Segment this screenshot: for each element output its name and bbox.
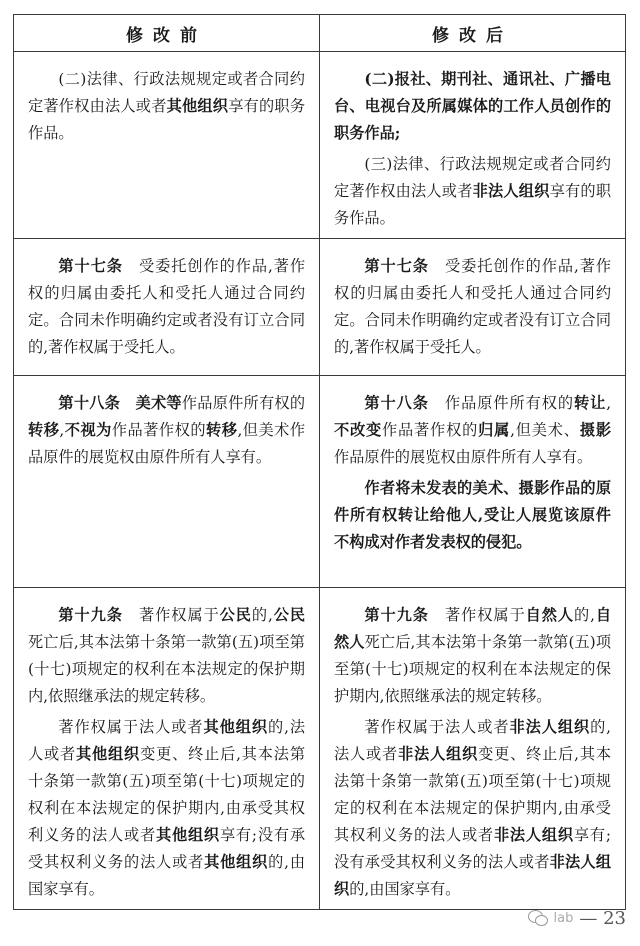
plain-text: (三)法律、行政法规规定或者合同约定著作权由法人或者 [334,155,611,200]
cell-after [320,588,626,910]
cell-before [14,588,320,910]
cell-paragraph [28,602,305,710]
bold-text: 第十七条 [58,257,123,275]
header-after: 修改后 [320,15,626,52]
plain-text: 作品著作权的 [382,421,479,439]
bold-text: 作者将未发表的美术、摄影作品的原件所有权转让给他人,受让人展览该原件不构成对作者发表权的侵犯。 [334,479,611,551]
table-row [14,239,626,376]
header-row [14,15,626,52]
cell-paragraph [28,714,305,903]
bold-text: 其他组织 [155,826,220,844]
bold-text: 其他组织 [76,745,141,763]
plain-text [120,394,135,412]
cell-paragraph [334,390,611,471]
cell-after [320,239,626,376]
plain-text: 的,法人或者 [28,718,306,763]
cell-paragraph [334,151,611,232]
cell-paragraph [28,66,305,147]
plain-text: 享有;没有承受其权利义务的法人或者 [28,826,306,871]
plain-text: 作品著作权的 [111,421,207,439]
comparison-table [13,14,626,910]
bold-text: (二)报社、期刊社、通讯社、广播电台、电视台及所属媒体的工作人员创作的职务作品; [334,70,611,142]
plain-text: ,但美术、 [510,421,580,439]
bold-text: 公民 [219,606,252,624]
plain-text: 作品原件的展览权由原件所有人享有。 [334,448,593,466]
plain-text: , [59,421,65,439]
cell-paragraph [28,390,305,471]
cell-paragraph [334,602,611,710]
plain-text: 的,法人或者 [334,718,612,763]
plain-text: 作品原件所有权的 [181,394,306,412]
plain-text: 著作权属于 [428,606,526,624]
bold-text: 其他组织 [166,97,229,115]
plain-text: (二)法律、行政法规规定或者合同约定著作权由法人或者 [28,70,305,115]
plain-text: 的, [573,606,595,624]
plain-text: 著作权属于 [122,606,220,624]
cell-paragraph [28,253,305,361]
bold-text: 非法人组织 [493,826,574,844]
bold-text: 非法人组织 [509,718,591,736]
bold-text: 转移 [28,421,60,439]
bold-text: 第十九条 [58,606,123,624]
plain-text: 的,由国家享有。 [349,880,461,898]
table-row [14,588,626,910]
bold-text: 归属 [478,421,511,439]
bold-text: 其他组织 [204,853,269,871]
bold-text: 自然人 [334,606,612,651]
table-row [14,52,626,239]
bold-text: 非法人组织 [472,182,550,200]
bold-text: 公民 [272,606,306,624]
plain-text: 作品原件所有权的 [428,394,574,412]
plain-text: 受委托创作的作品,著作权的归属由委托人和受托人通过合同约定。合同未作明确约定或者没有订立合同的,著作权属于受托人。 [334,257,612,356]
plain-text: 著作权属于法人或者 [58,718,204,736]
cell-before [14,376,320,588]
plain-text: 的,由国家享有。 [28,853,306,898]
plain-text: 死亡后,其本法第十条第一款第(五)项至第(十七)项规定的权利在本法规定的保护期内,依照继承法的规定转移。 [28,633,305,705]
bold-text: 第十九条 [364,606,429,624]
bold-text: 不视为 [64,421,112,439]
bold-text: 非法人组织 [398,745,479,763]
plain-text: 受委托创作的作品,著作权的归属由委托人和受托人通过合同约定。合同未作明确约定或者没有订立合同的,著作权属于受托人。 [28,257,306,356]
bold-text: 第十八条 [364,394,429,412]
bold-text: 其他组织 [203,718,268,736]
cell-paragraph [334,714,611,903]
plain-text: 变更、终止后,其本法第十条第一款第(五)项至第(十七)项规定的权利在本法规定的保护期内,由承受其权利义务的法人或者 [28,745,306,844]
cell-before [14,52,320,239]
cell-after [320,52,626,239]
plain-text: 享有的职务作品。 [28,97,306,142]
bold-text: 转移 [206,421,238,439]
wechat-icon [528,910,548,926]
bold-text: 摄影 [579,421,612,439]
plain-text: ,但美术作品原件的展览权由原件所有人享有。 [28,421,306,466]
plain-text: , [606,394,612,412]
watermark-text: lab [553,910,574,926]
plain-text: 死亡后,其本法第十条第一款第(五)项至第(十七)项规定的权利在本法规定的保护期内,依照继承法的规定转移。 [334,633,612,705]
bold-text: 美术等 [135,394,182,412]
plain-text: 享有;没有承受其权利义务的法人或者 [334,826,612,871]
cell-before [14,239,320,376]
bold-text: 非法人组织 [334,853,612,898]
bold-text: 自然人 [525,606,574,624]
bold-text: 转让 [573,394,607,412]
plain-text: 著作权属于法人或者 [364,718,510,736]
cell-paragraph [334,253,611,361]
bold-text: 第十七条 [364,257,429,275]
cell-paragraph [334,66,611,147]
cell-after [320,376,626,588]
page-footer [528,900,626,936]
plain-text: 的, [251,606,273,624]
plain-text: 变更、终止后,其本法第十条第一款第(五)项至第(十七)项规定的权利在本法规定的保护期内,由承受其权利义务的法人或者 [334,745,612,844]
table-row [14,376,626,588]
bold-text: 不改变 [334,421,383,439]
plain-text: 享有的职务作品。 [334,182,612,227]
bold-text: 第十八条 [58,394,121,412]
page-number: — 23 [579,907,626,929]
cell-paragraph [334,475,611,556]
header-before: 修改前 [14,15,320,52]
